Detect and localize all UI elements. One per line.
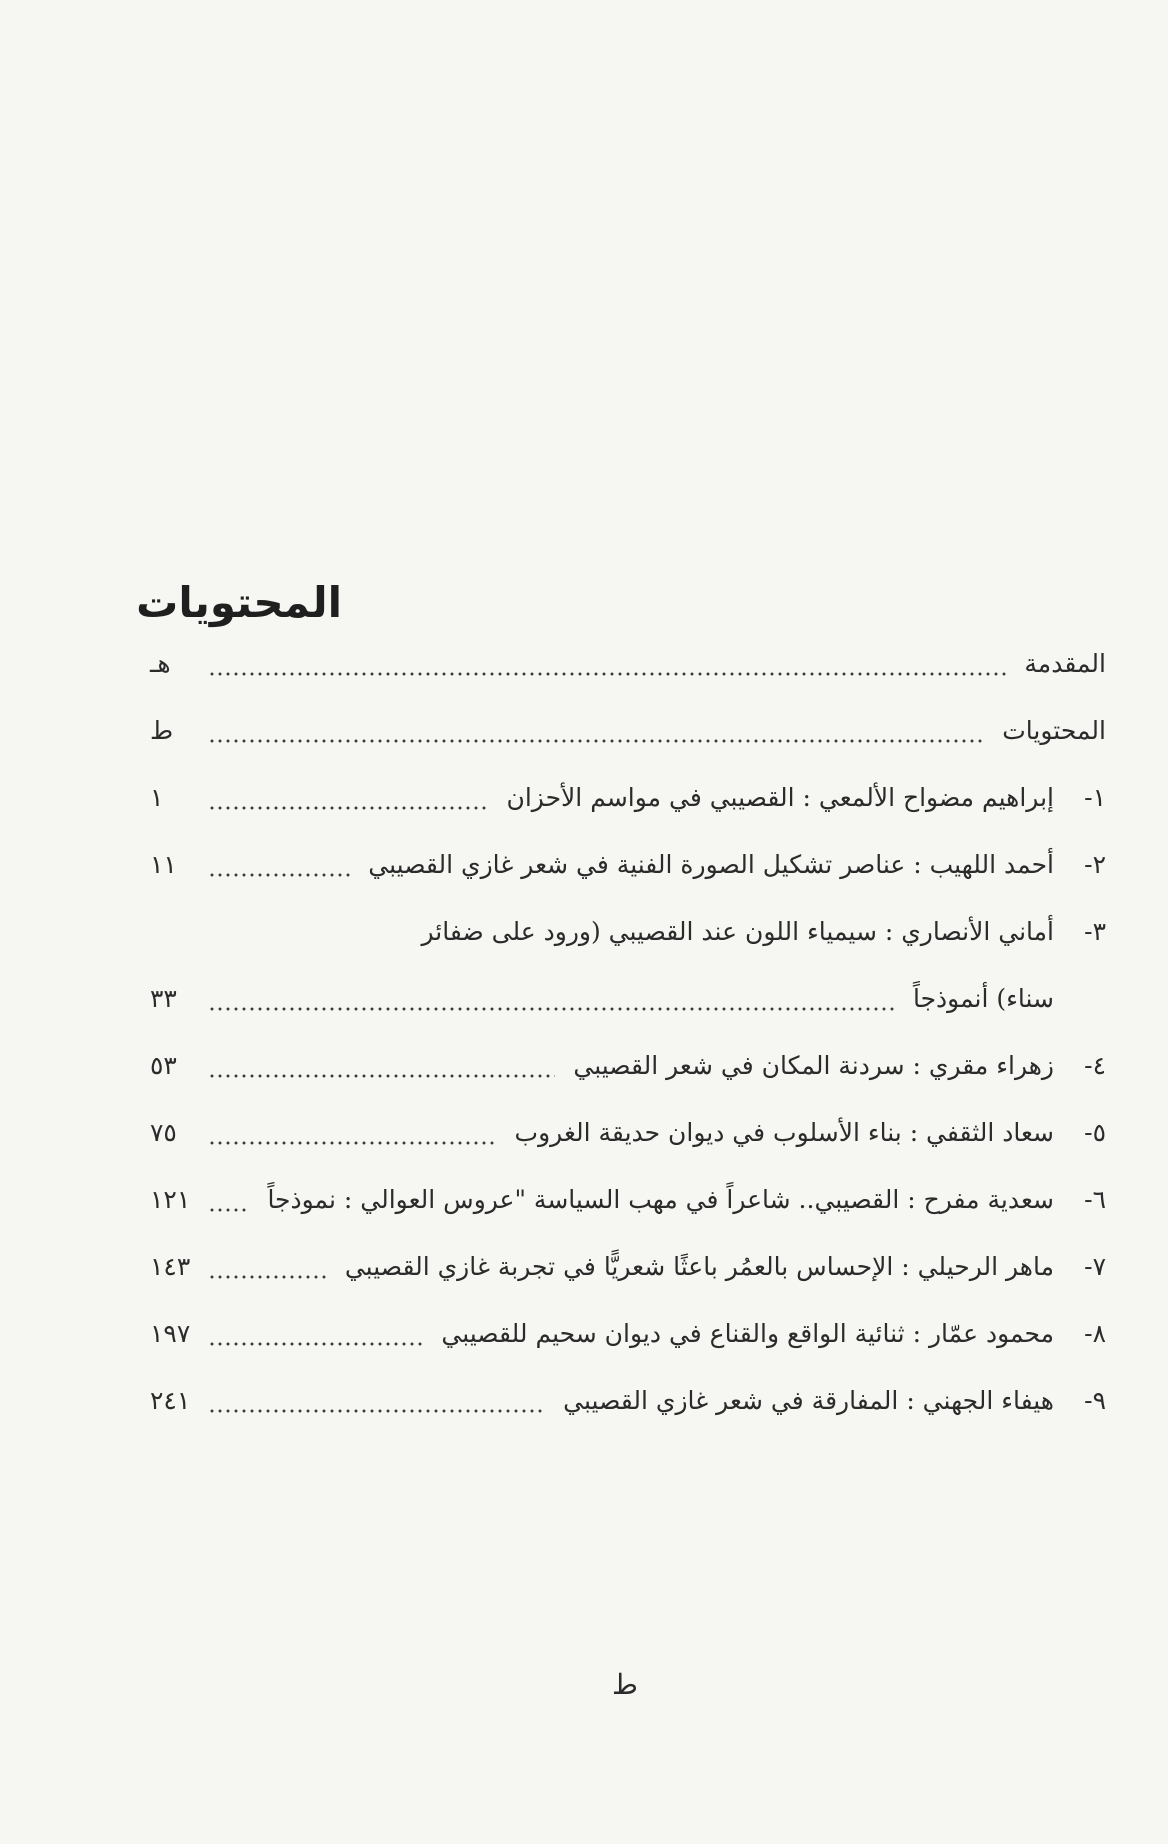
toc-entry xyxy=(150,1047,1106,1114)
table-of-contents xyxy=(150,645,1106,1449)
page-number: ط xyxy=(612,1668,638,1701)
entry-number: ٤- xyxy=(1084,1051,1106,1080)
entry-page: ط xyxy=(150,716,174,745)
dot-leader xyxy=(208,739,984,743)
dot-leader xyxy=(208,1074,555,1078)
toc-entry xyxy=(150,1248,1106,1315)
toc-entry xyxy=(150,846,1106,913)
dot-leader xyxy=(208,1409,545,1413)
toc-entry xyxy=(150,779,1106,846)
entry-number: ٨- xyxy=(1084,1319,1106,1348)
entry-page: ٧٥ xyxy=(150,1118,177,1147)
entry-number: ٢- xyxy=(1084,850,1106,879)
entry-title: هيفاء الجهني : المفارقة في شعر غازي القصيبي xyxy=(563,1386,1054,1415)
entry-page: ٣٣ xyxy=(150,984,177,1013)
entry-title: سعاد الثقفي : بناء الأسلوب في ديوان حديقة الغروب xyxy=(514,1118,1054,1147)
page-title: المحتويات xyxy=(136,578,342,627)
entry-page: ١٢١ xyxy=(150,1185,191,1214)
entry-title: زهراء مقري : سردنة المكان في شعر القصيبي xyxy=(573,1051,1054,1080)
toc-entry xyxy=(150,1181,1106,1248)
entry-title: أماني الأنصاري : سيمياء اللون عند القصيبي (ورود على ضفائر xyxy=(421,917,1054,946)
entry-title: المقدمة xyxy=(1024,649,1106,678)
entry-title: أحمد اللهيب : عناصر تشكيل الصورة الفنية في شعر غازي القصيبي xyxy=(368,850,1054,879)
toc-entry xyxy=(150,913,1106,980)
dot-leader xyxy=(208,1275,327,1279)
dot-leader xyxy=(208,1141,497,1145)
entry-title: سعدية مفرح : القصيبي.. شاعراً في مهب السياسة "عروس العوالي : نموذجاً xyxy=(267,1185,1054,1214)
entry-page: ٢٤١ xyxy=(150,1386,191,1415)
toc-entry xyxy=(150,712,1106,779)
entry-page: ١٤٣ xyxy=(150,1252,191,1281)
dot-leader xyxy=(208,672,1006,676)
entry-page: ١ xyxy=(150,783,164,812)
dot-leader xyxy=(208,1342,423,1346)
toc-entry xyxy=(150,1114,1106,1181)
entry-page: ٥٣ xyxy=(150,1051,177,1080)
entry-number: ٥- xyxy=(1084,1118,1106,1147)
entry-title: محمود عمّار : ثنائية الواقع والقناع في ديوان سحيم للقصيبي xyxy=(441,1319,1054,1348)
entry-number: ٣- xyxy=(1084,917,1106,946)
dot-leader xyxy=(208,873,350,877)
entry-title: سناء) أنموذجاً xyxy=(912,984,1054,1013)
dot-leader xyxy=(208,1208,249,1212)
toc-entry xyxy=(150,1382,1106,1449)
entry-number: ٩- xyxy=(1084,1386,1106,1415)
entry-number: ٧- xyxy=(1084,1252,1106,1281)
toc-entry xyxy=(150,645,1106,712)
entry-number: ٦- xyxy=(1084,1185,1106,1214)
toc-entry xyxy=(150,1315,1106,1382)
dot-leader xyxy=(208,806,489,810)
toc-entry-continuation xyxy=(150,980,1106,1047)
entry-title: إبراهيم مضواح الألمعي : القصيبي في مواسم الأحزان xyxy=(506,783,1054,812)
entry-number: ١- xyxy=(1084,783,1106,812)
entry-title: ماهر الرحيلي : الإحساس بالعمُر باعثًا شعريًّا في تجربة غازي القصيبي xyxy=(344,1252,1054,1281)
entry-page: هـ xyxy=(150,649,171,678)
entry-page: ١٩٧ xyxy=(150,1319,191,1348)
dot-leader xyxy=(208,1007,895,1011)
entry-title: المحتويات xyxy=(1002,716,1106,745)
entry-page: ١١ xyxy=(150,850,177,879)
